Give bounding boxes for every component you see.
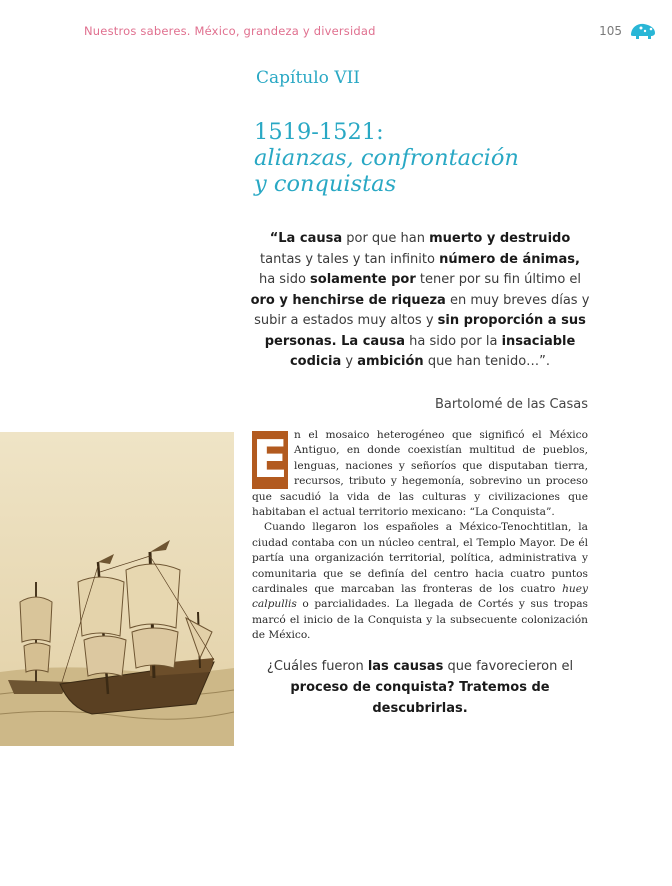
question-part-1: ¿Cuáles fueron xyxy=(266,659,368,674)
paragraph-2-text-a: Cuando llegaron los españoles a México-Tenochtitlan, la ciudad contaba con un núcleo central, el Templo Mayor. De él partía una organización territorial, política, administrativa y comunitaria que se definía del centro hacia cuatro puntos cardinales que marcaban las fronteras de los cuatro xyxy=(252,521,588,596)
quote-text: que han tenido…”. xyxy=(423,354,551,369)
running-head: Nuestros saberes. México, grandeza y diversidad xyxy=(84,24,376,38)
question-bold-2: proceso de conquista? Tratemos de descubrirlas. xyxy=(290,680,550,716)
ships-drawing xyxy=(0,432,234,746)
ships-illustration xyxy=(0,432,234,746)
quote-text: tener por su fin último el xyxy=(415,272,582,287)
title-line-2: alianzas, confrontación xyxy=(254,145,519,171)
quote-text: ha sido por la xyxy=(404,333,502,349)
question-part-2: que favorecieron el xyxy=(443,659,574,674)
quote-emphasis: ambición xyxy=(357,354,424,369)
quote-text: por que han xyxy=(342,231,430,246)
body-text xyxy=(252,428,588,644)
title-line-3: y conquistas xyxy=(254,171,397,197)
quote-text: y xyxy=(341,354,358,369)
quote-emphasis: sin proporción a sus personas. La causa xyxy=(264,313,586,349)
quote-emphasis: insaciable codicia xyxy=(289,333,576,369)
closing-question xyxy=(250,656,590,719)
quote-text: en muy breves días y subir a estados muy altos y xyxy=(254,292,590,328)
page-number: 105 xyxy=(599,24,622,38)
epigraph-quote xyxy=(250,229,590,373)
drop-cap: E xyxy=(252,430,288,490)
quote-text: ha sido xyxy=(258,272,311,287)
quote-emphasis: oro y henchirse de riqueza xyxy=(250,292,446,308)
quote-emphasis: solamente por xyxy=(310,272,416,287)
paragraph-2-italic: huey calpullis xyxy=(252,583,588,611)
quote-text: tantas y tales y tan infinito xyxy=(260,251,440,267)
quote-author: Bartolomé de las Casas xyxy=(434,397,588,412)
quote-emphasis: “La causa xyxy=(269,231,343,246)
quote-emphasis: muerto y destruido xyxy=(429,231,571,246)
paragraph-2 xyxy=(252,520,588,643)
title-line-1: 1519-1521: xyxy=(254,119,384,145)
paragraph-1-text: n el mosaico heterogéneo que significó el México Antiguo, en donde coexistían multitud de pueblos, lenguas, naciones y señoríos que disputaban tierra, recursos, tributo y hegemonía, sobrevino un proceso que sacudió la vida de las culturas y civilizaciones que habitaban el actual territorio mexicano: “La Conquista”. xyxy=(252,429,588,519)
chapter-label: Capítulo VII xyxy=(256,68,361,88)
paragraph-2-text-b: o parcialidades. La llegada de Cortés y sus tropas marcó el inicio de la Conquista y la subsecuente colonización de México. xyxy=(252,598,588,642)
quote-emphasis: número de ánimas, xyxy=(439,251,580,267)
turtle-glyph-icon xyxy=(628,20,658,42)
chapter-title xyxy=(254,119,519,197)
paragraph-1 xyxy=(252,428,588,520)
question-bold-1: las causas xyxy=(367,659,444,674)
